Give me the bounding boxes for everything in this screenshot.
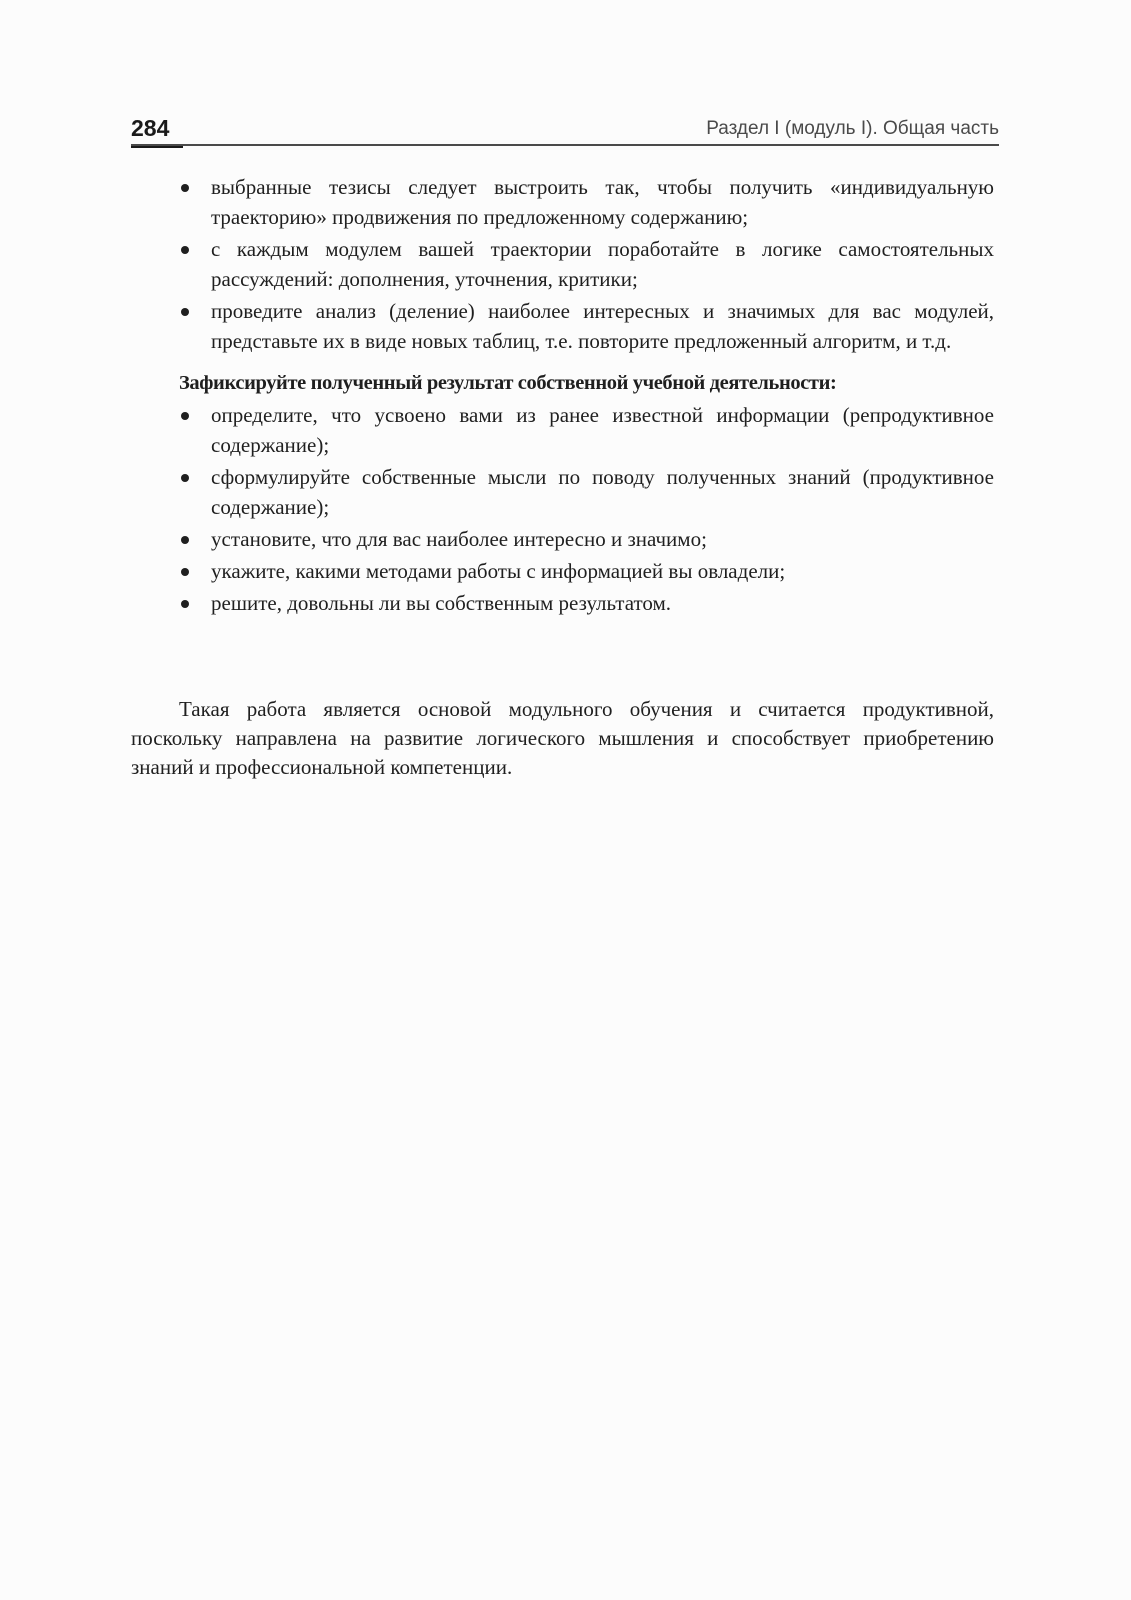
list-item-text: сформулируйте собственные мысли по поводу полученных знаний (продуктивное содержание); [211, 465, 994, 519]
list-item [179, 556, 994, 586]
bullet-icon [181, 308, 189, 316]
list-item-text: определите, что усвоено вами из ранее известной информации (репродуктивное содержание); [211, 403, 994, 457]
conclusion-paragraph: Такая работа является основой модульного обучения и считается продуктивной, поскольку направлена на развитие логического мышления и способствует приобретению знаний и профессиональной компетенции. [131, 697, 994, 779]
list-item-text: решите, довольны ли вы собственным результатом. [211, 591, 672, 615]
page-number-underline [131, 146, 183, 148]
bullet-icon [181, 600, 189, 608]
list-item [179, 462, 994, 522]
bullet-icon [181, 412, 189, 420]
list-item [179, 588, 994, 618]
list-item-text: выбранные тезисы следует выстроить так, чтобы получить «индивидуальную траекторию» продвижения по предложенному содержанию; [211, 175, 994, 229]
section-heading: Зафиксируйте полученный результат собственной учебной деятельности: [179, 372, 837, 394]
list-item-text: установите, что для вас наиболее интересно и значимо; [211, 527, 707, 551]
list-item [179, 400, 994, 460]
list-item-text: с каждым модулем вашей траектории поработайте в логике самостоятельных рассуждений: дополнения, уточнения, критики; [211, 237, 994, 291]
section-title: Раздел I (модуль I). Общая часть [706, 118, 999, 139]
bullet-icon [181, 536, 189, 544]
bullet-icon [181, 246, 189, 254]
list-item [179, 524, 994, 554]
list-item [179, 296, 994, 356]
list-item [179, 172, 994, 232]
bullet-icon [181, 184, 189, 192]
page-number: 284 [131, 115, 170, 141]
bullet-icon [181, 568, 189, 576]
bullet-list-results [179, 400, 994, 618]
running-head [131, 108, 999, 146]
page-body [179, 172, 994, 620]
list-item-text: укажите, какими методами работы с информацией вы овладели; [211, 559, 786, 583]
bullet-list-trajectory [179, 172, 994, 356]
list-item [179, 234, 994, 294]
bullet-icon [181, 474, 189, 482]
list-item-text: проведите анализ (деление) наиболее интересных и значимых для вас модулей, представьте их в виде новых таблиц, т.е. повторите предложенный алгоритм, и т.д. [211, 299, 994, 353]
